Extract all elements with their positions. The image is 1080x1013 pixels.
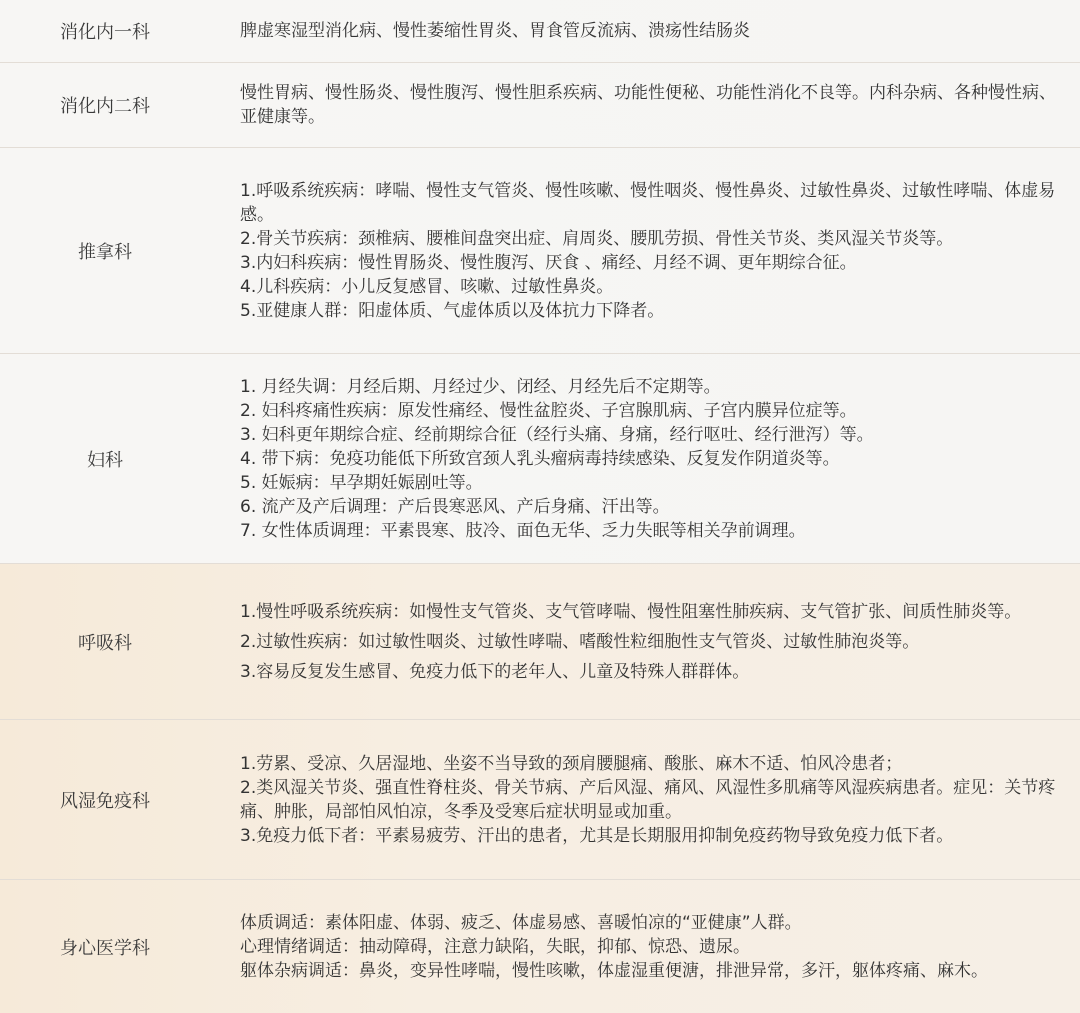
scope-line: 2.骨关节疾病：颈椎病、腰椎间盘突出症、肩周炎、腰肌劳损、骨性关节炎、类风湿关节炎等。 xyxy=(240,228,954,249)
department-name: 妇科 xyxy=(87,449,123,471)
scope-line: 1.呼吸系统疾病：哮喘、慢性支气管炎、慢性咳嗽、慢性咽炎、慢性鼻炎、过敏性鼻炎、过敏性哮喘、体虚易感。 xyxy=(240,180,1056,225)
department-scope xyxy=(240,354,1060,563)
department-name: 风湿免疫科 xyxy=(60,790,150,812)
scope-line: 1. 月经失调：月经后期、月经过少、闭经、月经先后不定期等。 xyxy=(240,376,721,397)
scope-line: 3.内妇科疾病：慢性胃肠炎、慢性腹泻、厌食 、痛经、月经不调、更年期综合征。 xyxy=(240,252,857,273)
department-scope xyxy=(240,880,1060,1013)
scope-line: 5.亚健康人群：阳虚体质、气虚体质以及体抗力下降者。 xyxy=(240,300,665,321)
scope-line: 体质调适：素体阳虚、体弱、疲乏、体虚易感、喜暖怕凉的“亚健康”人群。 xyxy=(240,912,802,933)
scope-line: 5. 妊娠病：早孕期妊娠剧吐等。 xyxy=(240,472,483,493)
table-row xyxy=(0,880,1080,1013)
scope-line: 4. 带下病：免疫功能低下所致宫颈人乳头瘤病毒持续感染、反复发作阴道炎等。 xyxy=(240,448,840,469)
scope-line: 6. 流产及产后调理：产后畏寒恶风、产后身痛、汗出等。 xyxy=(240,496,670,517)
scope-line: 2. 妇科疼痛性疾病：原发性痛经、慢性盆腔炎、子宫腺肌病、子宫内膜异位症等。 xyxy=(240,400,857,421)
department-name: 推拿科 xyxy=(78,241,132,263)
scope-line: 慢性胃病、慢性肠炎、慢性腹泻、慢性胆系疾病、功能性便秘、功能性消化不良等。内科杂病、各种慢性病、亚健康等。 xyxy=(240,83,1056,127)
scope-line: 7. 女性体质调理：平素畏寒、肢冷、面色无华、乏力失眠等相关孕前调理。 xyxy=(240,520,806,541)
department-scope xyxy=(240,720,1060,879)
scope-line: 3.免疫力低下者：平素易疲劳、汗出的患者，尤其是长期服用抑制免疫药物导致免疫力低下者。 xyxy=(240,825,954,846)
department-name: 消化内一科 xyxy=(60,22,150,43)
department-scope xyxy=(240,63,1060,147)
scope-line: 躯体杂病调适：鼻炎，变异性哮喘，慢性咳嗽，体虚湿重便溏，排泄异常，多汗，躯体疼痛、麻木。 xyxy=(240,960,988,981)
scope-line: 3. 妇科更年期综合症、经前期综合征（经行头痛、身痛，经行呕吐、经行泄泻）等。 xyxy=(240,424,874,445)
department-scope xyxy=(240,564,1060,719)
table-row xyxy=(0,63,1080,148)
scope-line: 脾虚寒湿型消化病、慢性萎缩性胃炎、胃食管反流病、溃疡性结肠炎 xyxy=(240,21,750,41)
table-row xyxy=(0,564,1080,720)
department-name: 呼吸科 xyxy=(78,632,132,654)
department-scope xyxy=(240,0,1060,62)
table-row xyxy=(0,354,1080,564)
department-scope xyxy=(240,148,1060,353)
scope-line: 2.类风湿关节炎、强直性脊柱炎、骨关节病、产后风湿、痛风、风湿性多肌痛等风湿疾病患者。症见：关节疼痛、肿胀，局部怕风怕凉，冬季及受寒后症状明显或加重。 xyxy=(240,777,1056,822)
scope-line: 1.劳累、受凉、久居湿地、坐姿不当导致的颈肩腰腿痛、酸胀、麻木不适、怕风冷患者； xyxy=(240,753,903,774)
scope-line: 2.过敏性疾病：如过敏性咽炎、过敏性哮喘、嗜酸性粒细胞性支气管炎、过敏性肺泡炎等。 xyxy=(240,631,920,652)
scope-line: 3.容易反复发生感冒、免疫力低下的老年人、儿童及特殊人群群体。 xyxy=(240,661,750,682)
department-name: 消化内二科 xyxy=(60,96,150,117)
table-row xyxy=(0,0,1080,63)
scope-line: 4.儿科疾病：小儿反复感冒、咳嗽、过敏性鼻炎。 xyxy=(240,276,614,297)
scope-line: 1.慢性呼吸系统疾病：如慢性支气管炎、支气管哮喘、慢性阻塞性肺疾病、支气管扩张、间质性肺炎等。 xyxy=(240,601,1022,622)
table-row xyxy=(0,148,1080,354)
table-row xyxy=(0,720,1080,880)
department-name: 身心医学科 xyxy=(60,937,150,959)
scope-line: 心理情绪调适：抽动障碍，注意力缺陷，失眠，抑郁、惊恐、遗尿。 xyxy=(240,936,750,957)
